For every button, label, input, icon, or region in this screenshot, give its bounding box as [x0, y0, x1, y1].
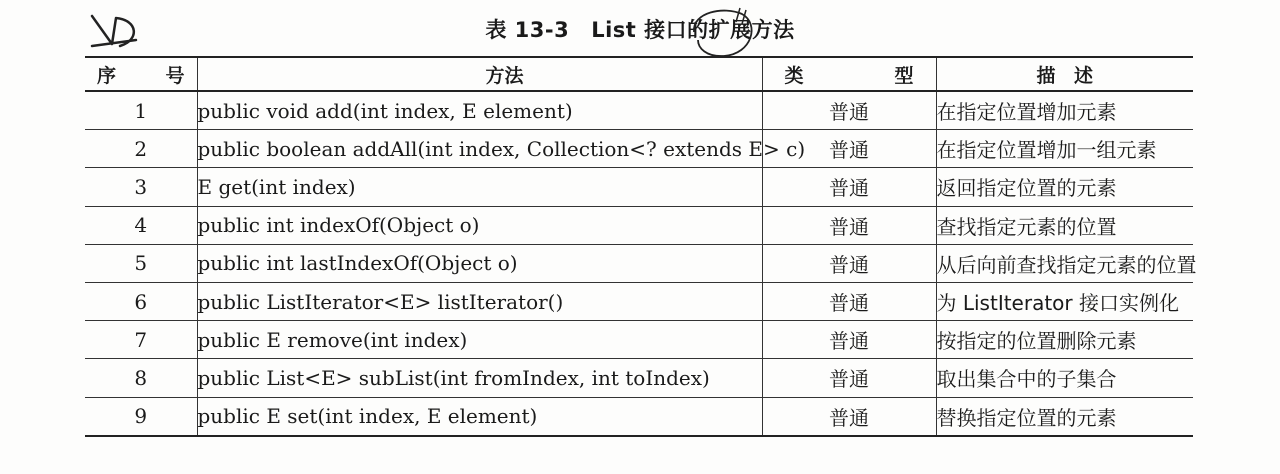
row-desc: 按指定的位置删除元素: [936, 321, 1193, 359]
table-row: [85, 168, 1193, 206]
row-desc: 在指定位置增加元素: [936, 91, 1193, 130]
table-row: [85, 397, 1193, 436]
row-seq: 7: [85, 321, 197, 359]
row-seq: 8: [85, 359, 197, 397]
table-row: [85, 321, 1193, 359]
row-type: 普通: [762, 206, 936, 244]
table-caption: [0, 14, 1280, 44]
row-method: public E remove(int index): [197, 321, 762, 359]
row-seq: 4: [85, 206, 197, 244]
row-method: public List<E> subList(int fromIndex, int toIndex): [197, 359, 762, 397]
table-row: [85, 130, 1193, 168]
row-method: E get(int index): [197, 168, 762, 206]
row-seq: 3: [85, 168, 197, 206]
row-seq: 9: [85, 397, 197, 436]
header-seq: 序 号: [85, 57, 197, 91]
row-seq: 2: [85, 130, 197, 168]
row-method: public int lastIndexOf(Object o): [197, 244, 762, 282]
row-method: public E set(int index, E element): [197, 397, 762, 436]
header-desc: 描 述: [936, 57, 1193, 91]
row-type: 普通: [762, 321, 936, 359]
row-seq: 6: [85, 282, 197, 320]
row-method: public void add(int index, E element): [197, 91, 762, 130]
row-type: 普通: [762, 168, 936, 206]
table-row: [85, 359, 1193, 397]
row-type: 普通: [762, 282, 936, 320]
table-row: [85, 206, 1193, 244]
table-row: [85, 91, 1193, 130]
row-type: 普通: [762, 397, 936, 436]
row-type: 普通: [762, 359, 936, 397]
row-desc: 在指定位置增加一组元素: [936, 130, 1193, 168]
header-method: 方 法: [197, 57, 762, 91]
row-method: public boolean addAll(int index, Collection<? extends E> c): [197, 130, 762, 168]
row-type: 普通: [762, 130, 936, 168]
table-row: [85, 282, 1193, 320]
row-desc: 取出集合中的子集合: [936, 359, 1193, 397]
row-method: public int indexOf(Object o): [197, 206, 762, 244]
row-desc: 查找指定元素的位置: [936, 206, 1193, 244]
handwritten-circle-icon: [690, 4, 760, 60]
row-desc: 为 ListIterator 接口实例化: [936, 282, 1193, 320]
row-desc: 替换指定位置的元素: [936, 397, 1193, 436]
caption-number: 表 13-3: [485, 18, 570, 42]
header-row: [85, 57, 1193, 91]
row-seq: 5: [85, 244, 197, 282]
row-type: 普通: [762, 244, 936, 282]
row-type: 普通: [762, 91, 936, 130]
table-row: [85, 244, 1193, 282]
row-desc: 从后向前查找指定元素的位置: [936, 244, 1193, 282]
row-seq: 1: [85, 91, 197, 130]
caption-title: List 接口的扩展方法: [591, 18, 795, 42]
list-methods-table: [85, 56, 1197, 437]
header-type: 类 型: [762, 57, 936, 91]
row-desc: 返回指定位置的元素: [936, 168, 1193, 206]
row-method: public ListIterator<E> listIterator(): [197, 282, 762, 320]
